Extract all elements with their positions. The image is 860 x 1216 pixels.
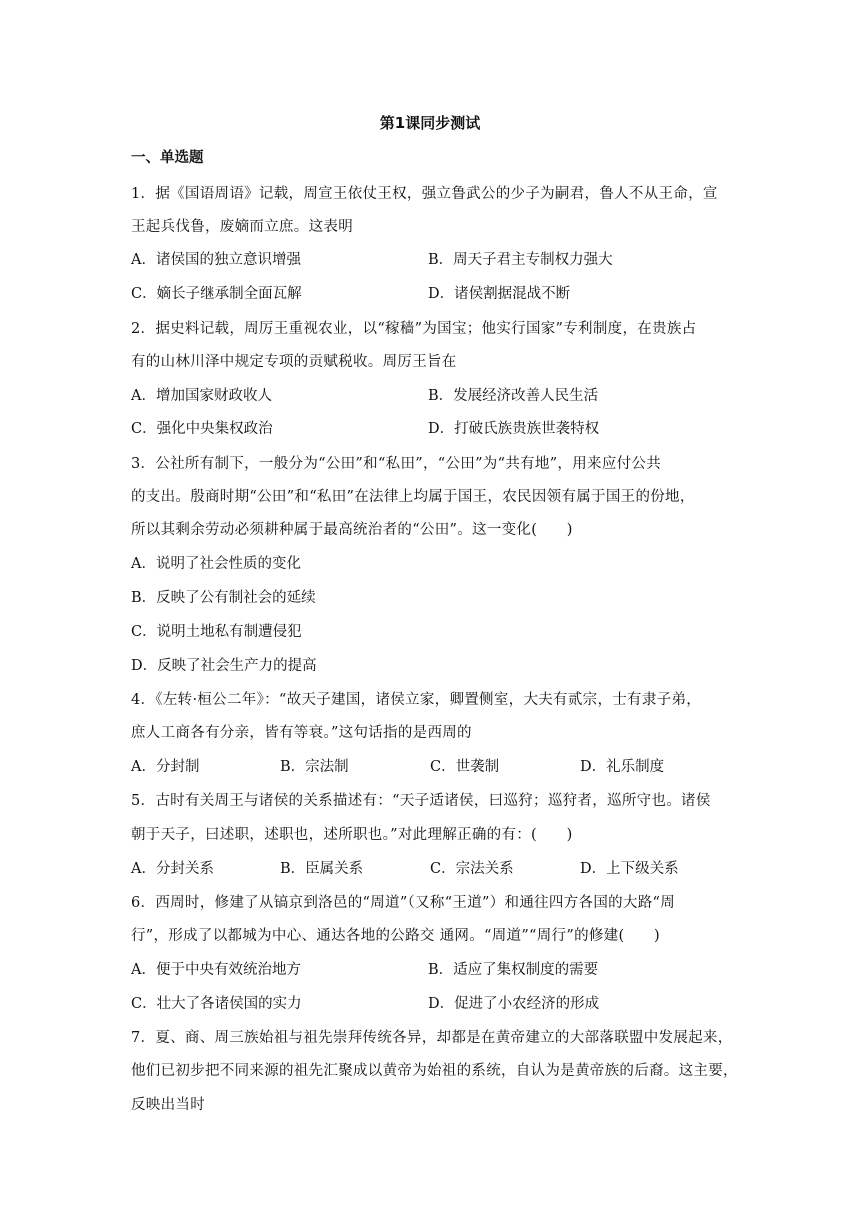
question-4-option-d: D．礼乐制度 (580, 759, 665, 775)
question-2-option-c: C．强化中央集权政治 (131, 421, 273, 437)
question-6-option-c: C．壮大了各诸侯国的实力 (131, 996, 302, 1012)
question-4-line-2: 庶人工商各有分亲，皆有等衰。”这句话指的是西周的 (131, 725, 472, 741)
question-5-option-d: D．上下级关系 (580, 861, 679, 877)
question-1-option-d: D．诸侯割据混战不断 (428, 286, 571, 302)
question-3-line-3: 所以其剩余劳动必须耕种属于最高统治者的“公田”。这一变化( ) (131, 522, 573, 538)
question-1-line-1: 1．据《国语周语》记载，周宣王依仗王权，强立鲁武公的少子为嗣君，鲁人不从王命，宣 (131, 186, 718, 202)
question-3-option-a: A．说明了社会性质的变化 (131, 556, 301, 572)
question-1-line-2: 王起兵伐鲁，废嫡而立庶。这表明 (131, 219, 353, 235)
question-3-line-2: 的支出。殷商时期“公田”和“私田”在法律上均属于国王，农民因领有属于国王的份地， (131, 489, 695, 505)
question-4-option-c: C．世袭制 (430, 759, 500, 775)
question-3-option-d: D．反映了社会生产力的提高 (131, 658, 317, 674)
question-1-option-a: A．诸侯国的独立意识增强 (131, 252, 301, 268)
question-1-option-c: C．嫡长子继承制全面瓦解 (131, 286, 302, 302)
page-title: 第1课同步测试 (379, 114, 481, 132)
question-5-option-b: B．臣属关系 (280, 861, 364, 877)
question-6-option-b: B．适应了集权制度的需要 (428, 962, 599, 978)
section-heading: 一、单选题 (131, 150, 204, 166)
question-2-option-a: A．增加国家财政收人 (131, 388, 272, 404)
question-7-line-3: 反映出当时 (131, 1097, 205, 1113)
question-6-option-d: D．促进了小农经济的形成 (428, 996, 600, 1012)
question-3-line-1: 3．公社所有制下，一般分为“公田”和“私田”，“公田”为“共有地”，用来应付公共 (131, 456, 662, 472)
question-2-line-1: 2．据史料记载，周厉王重视农业，以“稼穑”为国宝；他实行国家”专利制度，在贵族占 (131, 321, 697, 337)
question-3-option-b: B．反映了公有制社会的延续 (131, 590, 316, 606)
question-6-option-a: A．便于中央有效统治地方 (131, 962, 301, 978)
question-5-line-1: 5．古时有关周王与诸侯的关系描述有：“天子适诸侯，曰巡狩；巡狩者，巡所守也。诸侯 (131, 793, 711, 809)
question-1-option-b: B．周天子君主专制权力强大 (428, 252, 613, 268)
question-4-option-a: A．分封制 (131, 759, 200, 775)
question-2-option-b: B．发展经济改善人民生活 (428, 388, 599, 404)
question-3-option-c: C．说明土地私有制遭侵犯 (131, 624, 302, 640)
question-7-line-2: 他们已初步把不同来源的祖先汇聚成以黄帝为始祖的系统，自认为是黄帝族的后裔。这主要， (131, 1063, 738, 1079)
question-6-line-2: 行”，形成了以都城为中心、通达各地的公路交 通网。“周道”“周行”的修建( ) (131, 928, 660, 944)
question-4-option-b: B．宗法制 (280, 759, 349, 775)
question-4-line-1: 4．《左转·桓公二年》：“故天子建国，诸侯立家，卿置侧室，大夫有贰宗，士有隶子弟， (131, 692, 702, 708)
question-7-line-1: 7．夏、商、周三族始祖与祖先崇拜传统各异，却都是在黄帝建立的大部落联盟中发展起来， (131, 1030, 733, 1046)
question-6-line-1: 6．西周时，修建了从镐京到洛邑的“周道”（又称“王道”）和通往四方各国的大路“周 (131, 895, 676, 911)
question-5-option-c: C．宗法关系 (430, 861, 514, 877)
question-2-line-2: 有的山林川泽中规定专项的贡赋税收。周厉王旨在 (131, 354, 457, 370)
question-5-line-2: 朝于天子，曰述职，述职也，述所职也。”对此理解正确的有：( ) (131, 827, 573, 843)
question-5-option-a: A．分封关系 (131, 861, 214, 877)
question-2-option-d: D．打破氏族贵族世袭特权 (428, 421, 600, 437)
